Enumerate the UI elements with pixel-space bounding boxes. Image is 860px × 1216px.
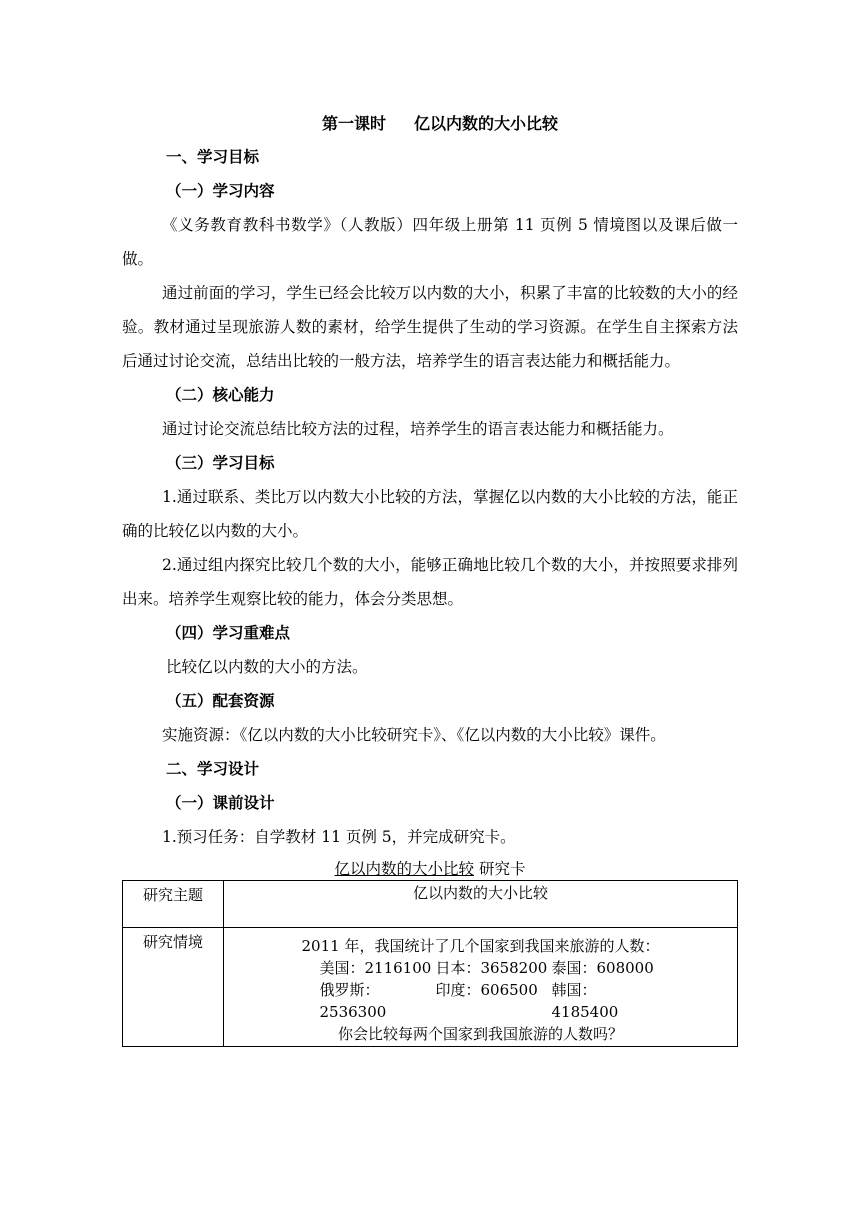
paragraph-resources: 实施资源：《亿以内数的大小比较研究卡》、《亿以内数的大小比较》课件。 [162, 726, 666, 744]
country-korea: 韩国：4185400 [551, 981, 619, 1021]
subheading-key-points: （四）学习重难点 [166, 623, 291, 642]
paragraph-textbook: 《义务教育教科书数学》（人教版）四年级上册第 11 页例 5 情境图以及课后做一做。 [122, 216, 738, 268]
country-thailand: 泰国：608000 [551, 959, 654, 977]
context-question: 你会比较每两个国家到我国旅游的人数吗？ [337, 1025, 623, 1043]
subheading-ability: （二）核心能力 [166, 385, 275, 404]
country-list [225, 957, 736, 1023]
research-card-title-suffix: 研究卡 [474, 860, 526, 878]
paragraph-key-points: 比较亿以内数的大小的方法。 [166, 658, 368, 676]
research-topic-label: 研究主题 [123, 881, 224, 928]
research-topic-value: 亿以内数的大小比较 [224, 881, 738, 928]
objective-2: 2.通过组内探究比较几个数的大小，能够正确地比较几个数的大小，并按照要求排列出来。培养学生观察比较的能力，体会分类思想。 [122, 556, 738, 608]
research-context-cell [224, 928, 738, 1047]
research-card-table [122, 880, 738, 1047]
research-card-title-main: 亿以内数的大小比较 [334, 860, 475, 878]
country-japan: 日本：3658200 [435, 959, 548, 977]
page-title [142, 108, 738, 140]
lesson-topic: 亿以内数的大小比较 [414, 114, 559, 133]
paragraph-preview-task: 1.预习任务：自学教材 11 页例 5，并完成研究卡。 [162, 828, 516, 846]
paragraph-ability: 通过讨论交流总结比较方法的过程，培养学生的语言表达能力和概括能力。 [162, 420, 674, 438]
subheading-resources: （五）配套资源 [166, 691, 275, 710]
country-india: 印度：606500 [435, 981, 538, 999]
paragraph-analysis: 通过前面的学习，学生已经会比较万以内数的大小，积累了丰富的比较数的大小的经验。教材通过呈现旅游人数的素材，给学生提供了生动的学习资源。在学生自主探索方法后通过讨论交流，总结出比较的一般方法，培养学生的语言表达能力和概括能力。 [122, 284, 738, 370]
document-body [122, 108, 738, 1047]
subheading-objectives: （三）学习目标 [166, 453, 275, 472]
lesson-label: 第一课时 [321, 114, 386, 133]
table-row [123, 928, 738, 1047]
section-heading-design: 二、学习设计 [166, 759, 260, 778]
country-usa: 美国：2116100 [319, 959, 432, 977]
table-row [123, 881, 738, 928]
subheading-content: （一）学习内容 [166, 181, 275, 200]
country-russia: 俄罗斯：2536300 [319, 981, 387, 1021]
research-context-label: 研究情境 [123, 928, 224, 1047]
research-card-title [122, 858, 738, 880]
section-heading-goals: 一、学习目标 [166, 147, 260, 166]
context-intro: 2011 年，我国统计了几个国家到我国来旅游的人数： [301, 937, 660, 955]
objective-1: 1.通过联系、类比万以内数大小比较的方法，掌握亿以内数的大小比较的方法，能正确的比较亿以内数的大小。 [122, 488, 738, 540]
subheading-pre-class: （一）课前设计 [166, 793, 275, 812]
